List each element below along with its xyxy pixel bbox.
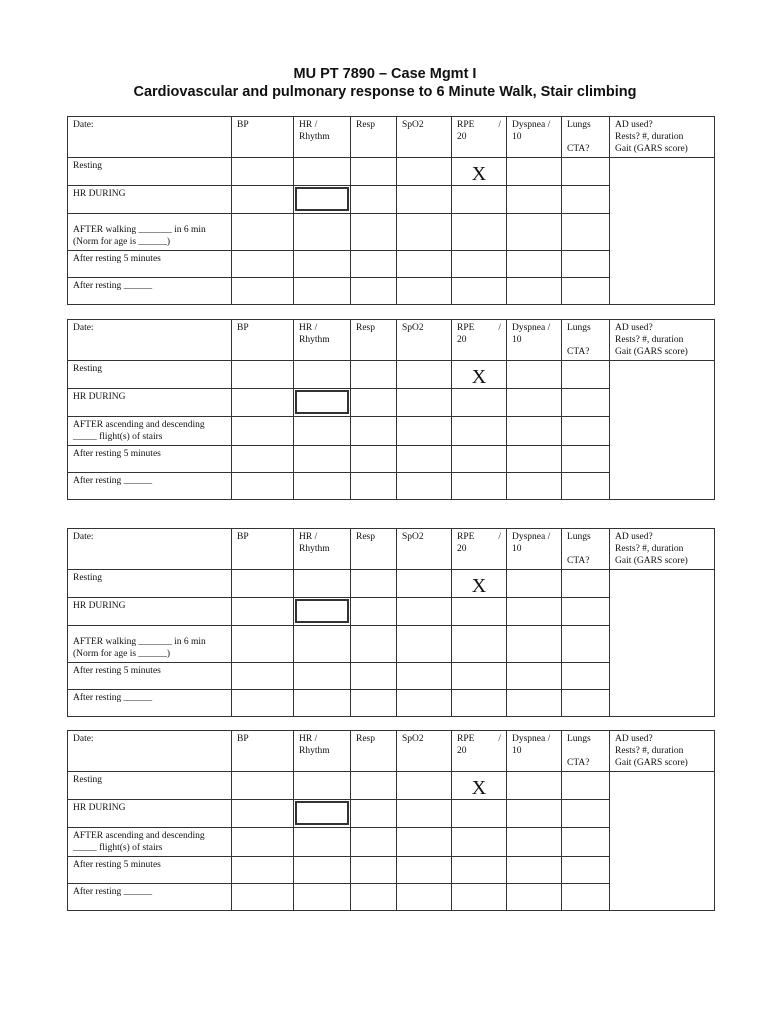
row-after-resting: After resting ______ — [68, 278, 232, 305]
dyspnea-header: Dyspnea / 10 — [507, 320, 562, 361]
stairs-table-1 — [67, 319, 715, 500]
row-after-5: After resting 5 minutes — [68, 251, 232, 278]
row-after-walking: AFTER walking _______ in 6 min (Norm for age is ______) — [68, 214, 232, 251]
title-line-2: Cardiovascular and pulmonary response to 6 Minute Walk, Stair climbing — [133, 84, 637, 100]
row-after-stairs: AFTER ascending and descending _____ flight(s) of stairs — [68, 417, 232, 446]
rpe-header: RPE / 20 — [452, 529, 507, 570]
row-after-resting: After resting ______ — [68, 884, 232, 911]
date-header: Date: — [68, 320, 232, 361]
lungs-header: Lungs CTA? — [562, 529, 610, 570]
row-hr-during: HR DURING — [68, 800, 232, 828]
hr-header: HR / Rhythm — [294, 529, 351, 570]
row-resting: Resting — [68, 158, 232, 186]
date-header: Date: — [68, 117, 232, 158]
ad-header: AD used? Rests? #, duration Gait (GARS score) — [610, 529, 715, 570]
bp-header: BP — [232, 731, 294, 772]
x-mark: X — [471, 162, 487, 185]
row-hr-during: HR DURING — [68, 598, 232, 626]
spo2-header: SpO2 — [397, 529, 452, 570]
lungs-header: Lungs CTA? — [562, 320, 610, 361]
row-after-5: After resting 5 minutes — [68, 857, 232, 884]
dyspnea-header: Dyspnea / 10 — [507, 117, 562, 158]
spo2-header: SpO2 — [397, 731, 452, 772]
x-mark: X — [471, 574, 487, 597]
row-hr-during: HR DURING — [68, 186, 232, 214]
row-after-5: After resting 5 minutes — [68, 663, 232, 690]
x-mark: X — [471, 776, 487, 799]
row-resting: Resting — [68, 772, 232, 800]
x-mark: X — [471, 365, 487, 388]
row-after-5: After resting 5 minutes — [68, 446, 232, 473]
resp-header: Resp — [351, 731, 397, 772]
hr-during-box[interactable] — [295, 390, 349, 414]
resp-header: Resp — [351, 117, 397, 158]
lungs-header: Lungs CTA? — [562, 731, 610, 772]
date-header: Date: — [68, 731, 232, 772]
hr-during-box[interactable] — [295, 187, 349, 211]
row-resting: Resting — [68, 570, 232, 598]
hr-during-box[interactable] — [295, 801, 349, 825]
bp-header: BP — [232, 320, 294, 361]
ad-header: AD used? Rests? #, duration Gait (GARS score) — [610, 117, 715, 158]
dyspnea-header: Dyspnea / 10 — [507, 529, 562, 570]
dyspnea-header: Dyspnea / 10 — [507, 731, 562, 772]
stairs-table-2 — [67, 730, 715, 911]
row-after-resting: After resting ______ — [68, 690, 232, 717]
row-after-resting: After resting ______ — [68, 473, 232, 500]
bp-header: BP — [232, 117, 294, 158]
ad-header: AD used? Rests? #, duration Gait (GARS score) — [610, 320, 715, 361]
row-hr-during: HR DURING — [68, 389, 232, 417]
hr-during-box[interactable] — [295, 599, 349, 623]
hr-header: HR / Rhythm — [294, 731, 351, 772]
rpe-header: RPE / 20 — [452, 731, 507, 772]
bp-header: BP — [232, 529, 294, 570]
rpe-header: RPE / 20 — [452, 320, 507, 361]
rpe-header: RPE / 20 — [452, 117, 507, 158]
ad-header: AD used? Rests? #, duration Gait (GARS score) — [610, 731, 715, 772]
hr-header: HR / Rhythm — [294, 320, 351, 361]
spo2-header: SpO2 — [397, 320, 452, 361]
lungs-header: Lungs CTA? — [562, 117, 610, 158]
hr-header: HR / Rhythm — [294, 117, 351, 158]
spo2-header: SpO2 — [397, 117, 452, 158]
walk-table-1 — [67, 116, 715, 305]
title-line-1: MU PT 7890 – Case Mgmt I — [293, 66, 477, 82]
walk-table-2 — [67, 528, 715, 717]
resp-header: Resp — [351, 529, 397, 570]
resp-header: Resp — [351, 320, 397, 361]
row-resting: Resting — [68, 361, 232, 389]
date-header: Date: — [68, 529, 232, 570]
row-after-walking: AFTER walking _______ in 6 min (Norm for age is ______) — [68, 626, 232, 663]
row-after-stairs: AFTER ascending and descending _____ flight(s) of stairs — [68, 828, 232, 857]
